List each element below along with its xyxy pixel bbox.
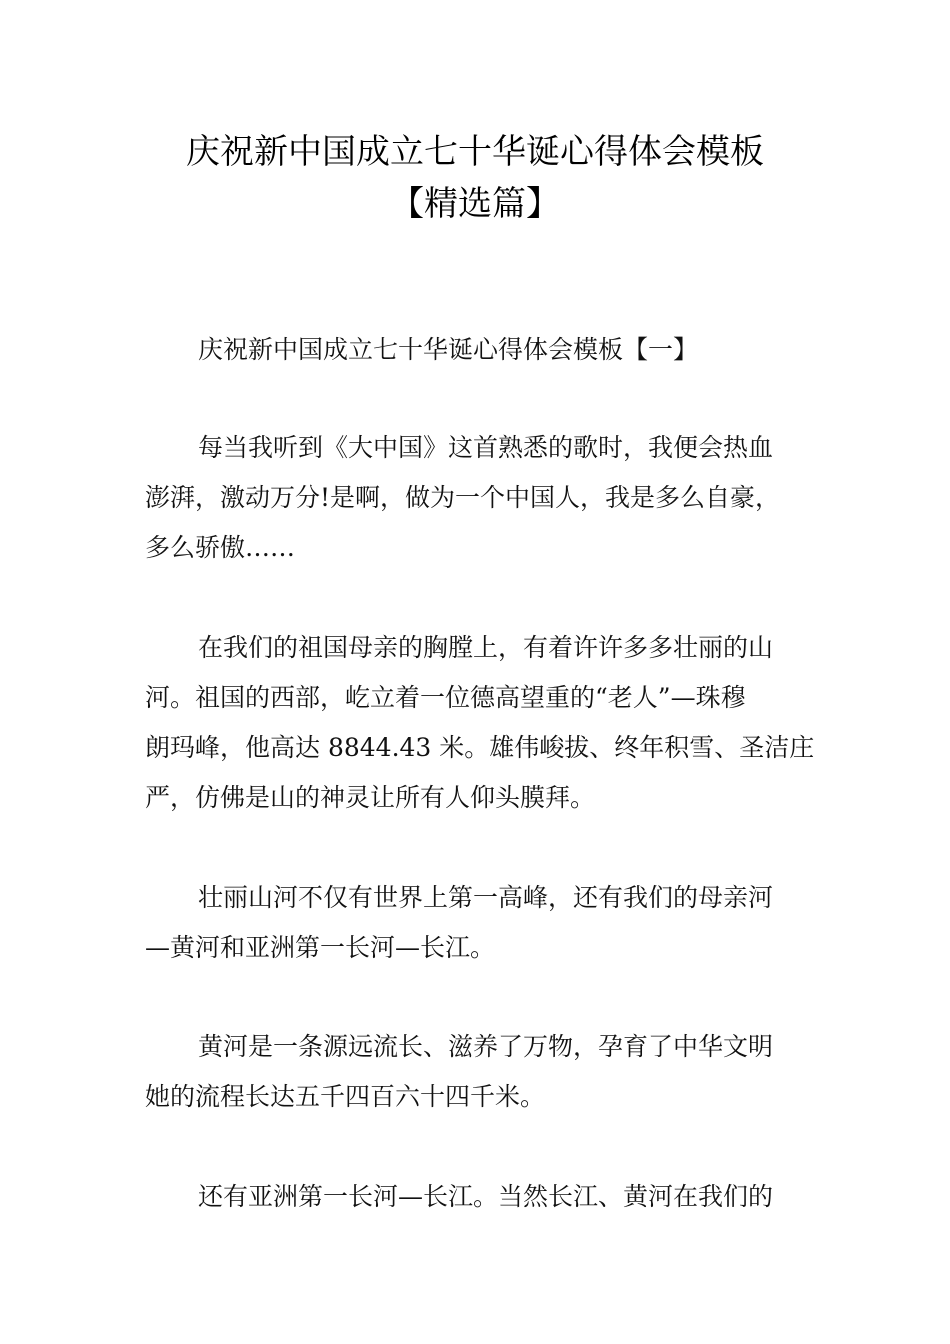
paragraph-line: 她的流程长达五千四百六十四千米。: [145, 1082, 546, 1111]
paragraph-line: 壮丽山河不仅有世界上第一高峰，还有我们的母亲河: [198, 883, 774, 912]
document-title-line-1: 庆祝新中国成立七十华诞心得体会模板: [186, 132, 764, 172]
paragraph-4: [145, 1022, 809, 1122]
paragraph-3: [145, 873, 809, 973]
paragraph-line: 多么骄傲……: [145, 533, 296, 562]
document-title-line-2: 【精选篇】: [390, 184, 560, 224]
paragraph-1: [145, 423, 809, 573]
paragraph-line: 在我们的祖国母亲的胸膛上，有着许许多多壮丽的山: [198, 633, 774, 662]
paragraph-line: 澎湃，激动万分!是啊，做为一个中国人，我是多么自豪，: [145, 483, 781, 512]
paragraph-line: —黄河和亚洲第一长河—长江。: [145, 933, 496, 962]
paragraph-line: 严，仿佛是山的神灵让所有人仰头膜拜。: [145, 783, 596, 812]
paragraph-line: 黄河是一条源远流长、滋养了万物，孕育了中华文明: [198, 1032, 774, 1061]
paragraph-line: 每当我听到《大中国》这首熟悉的歌时，我便会热血: [198, 433, 774, 462]
section-heading: 庆祝新中国成立七十华诞心得体会模板【一】: [198, 335, 699, 364]
paragraph-line: 还有亚洲第一长河—长江。当然长江、黄河在我们的: [198, 1182, 774, 1211]
paragraph-line: 河。祖国的西部，屹立着一位德高望重的“老人”—珠穆: [145, 683, 746, 712]
paragraph-5: [145, 1172, 809, 1222]
paragraph-line: 朗玛峰，他高达 8844.43 米。雄伟峻拔、终年积雪、圣洁庄: [145, 733, 815, 762]
paragraph-2: [145, 623, 815, 823]
